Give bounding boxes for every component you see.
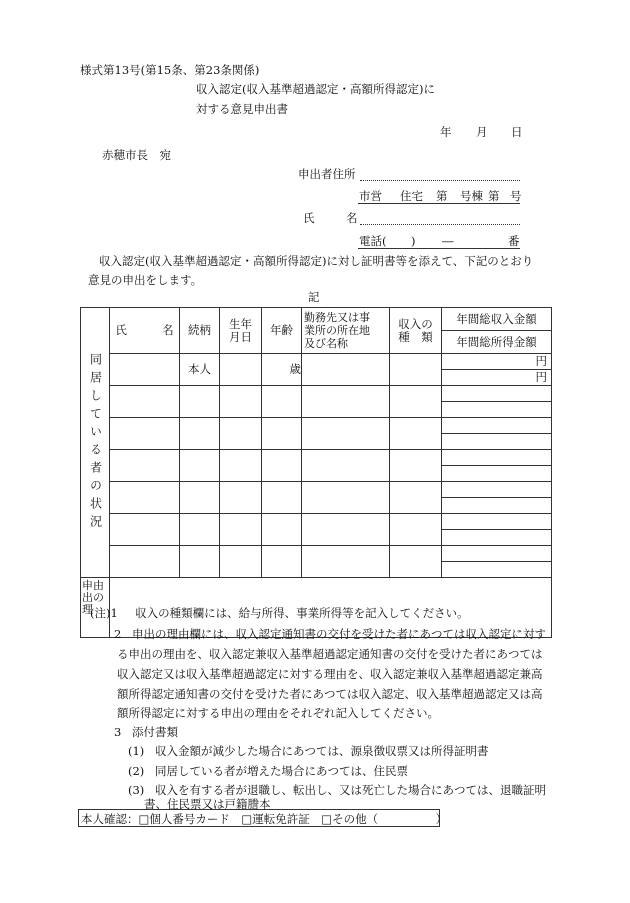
cell-name[interactable] bbox=[110, 514, 180, 546]
note-1 bbox=[90, 604, 469, 622]
reason-label: 申由出の理 bbox=[82, 579, 104, 616]
note-2-line4: 額所得認定通知書の交付を受けた者にあつては収入認定、収入基準超過認定又は高 bbox=[117, 687, 543, 701]
header-income-type-2: 種 類 bbox=[398, 329, 433, 344]
cell-income-type[interactable] bbox=[390, 546, 442, 578]
cell-income[interactable] bbox=[442, 386, 552, 418]
cell-birth[interactable] bbox=[220, 386, 262, 418]
header-annual-earnings: 年間総所得金額 bbox=[442, 330, 551, 353]
cell-relation[interactable] bbox=[180, 546, 220, 578]
cell-name[interactable] bbox=[110, 354, 180, 386]
header-age: 年齢 bbox=[262, 308, 302, 354]
housing-room: 号 bbox=[510, 189, 522, 203]
housing-no2: 第 bbox=[488, 189, 500, 203]
header-birthdate bbox=[220, 308, 262, 354]
sub-2-text: 同居している者が増えた場合にあつては、住民票 bbox=[155, 764, 408, 778]
header-birth-1: 生年 bbox=[229, 316, 252, 331]
table-row bbox=[81, 450, 552, 482]
applicant-address-field[interactable] bbox=[360, 180, 520, 181]
phone-ban: 番 bbox=[508, 234, 520, 248]
phone-close: ) bbox=[411, 234, 416, 248]
note-2-num: 2 bbox=[114, 627, 122, 641]
cell-name[interactable] bbox=[110, 546, 180, 578]
cell-birth[interactable] bbox=[220, 546, 262, 578]
table-row bbox=[81, 482, 552, 514]
cell-income-type[interactable] bbox=[390, 482, 442, 514]
table-row bbox=[81, 354, 552, 386]
applicant-name-field[interactable] bbox=[360, 224, 520, 225]
cell-work[interactable] bbox=[302, 354, 390, 386]
cell-birth[interactable] bbox=[220, 482, 262, 514]
note-1-text: 収入の種類欄には、給与所得、事業所得等を記入してください。 bbox=[135, 606, 469, 620]
body-line1: 収入認定(収入基準超過認定・高額所得認定)に対し証明書等を添えて、下記のとおり bbox=[99, 254, 534, 268]
cell-income[interactable] bbox=[442, 546, 552, 578]
cell-income[interactable] bbox=[442, 354, 552, 386]
table-row bbox=[81, 418, 552, 450]
cell-work[interactable] bbox=[302, 450, 390, 482]
sub-2-num: (2) bbox=[128, 764, 145, 778]
cell-relation[interactable] bbox=[180, 418, 220, 450]
phone-dash: ― bbox=[442, 234, 454, 248]
cell-age[interactable] bbox=[262, 450, 302, 482]
cell-income-type[interactable] bbox=[390, 450, 442, 482]
cell-work[interactable] bbox=[302, 546, 390, 578]
note-2-line1: 申出の理由欄には、収入認定通知書の交付を受けた者にあつては収入認定に対す bbox=[132, 627, 546, 641]
sub-3-line2: 書、住民票又は戸籍謄本 bbox=[144, 797, 271, 811]
sub-3-num: (3) bbox=[128, 783, 145, 797]
form-title-line1: 収入認定(収入基準超過認定・高額所得認定)に bbox=[196, 82, 435, 96]
date-day: 日 bbox=[511, 125, 523, 139]
cell-birth[interactable] bbox=[220, 514, 262, 546]
housing-city: 市営 bbox=[359, 189, 382, 203]
housing-name: 住宅 bbox=[400, 189, 423, 203]
sub-1-text: 収入金額が減少した場合にあつては、源泉徴収票又は所得証明書 bbox=[155, 744, 489, 758]
identity-confirmation[interactable]: 本人確認：□個人番号カード □運転免許証 □その他（ ） bbox=[78, 809, 440, 827]
header-name-2: 名 bbox=[162, 323, 174, 337]
table-row bbox=[81, 514, 552, 546]
ki-label: 記 bbox=[308, 290, 320, 304]
header-income-type-1: 収入の bbox=[398, 316, 433, 331]
header-annual-income: 年間総収入金額 bbox=[456, 312, 537, 326]
cell-age[interactable] bbox=[262, 482, 302, 514]
cell-age[interactable] bbox=[262, 386, 302, 418]
cell-relation[interactable] bbox=[180, 514, 220, 546]
cell-name[interactable] bbox=[110, 482, 180, 514]
cell-birth[interactable] bbox=[220, 354, 262, 386]
housing-building: 号棟 bbox=[460, 189, 483, 203]
header-name-1: 氏 bbox=[115, 323, 127, 337]
note-prefix: (注)1 bbox=[90, 606, 118, 620]
header-income bbox=[442, 308, 552, 354]
cell-work[interactable] bbox=[302, 514, 390, 546]
cell-income[interactable] bbox=[442, 450, 552, 482]
yen-2: 円 bbox=[442, 369, 551, 385]
housing-underline bbox=[358, 203, 520, 204]
sub-3-line1: 収入を有する者が退職し、転出し、又は死亡した場合にあつては、退職証明 bbox=[155, 783, 546, 797]
note-2-line2: る申出の理由を、収入認定兼収入基準超過認定通知書の交付を受けた者にあつては bbox=[117, 647, 543, 661]
cell-age[interactable] bbox=[262, 514, 302, 546]
header-work-2: 業所の所在地 bbox=[304, 324, 370, 337]
cell-income[interactable] bbox=[442, 514, 552, 546]
cell-work[interactable] bbox=[302, 482, 390, 514]
cell-income-type[interactable] bbox=[390, 386, 442, 418]
applicant-address-label: 申出者住所 bbox=[298, 167, 356, 181]
cell-work[interactable] bbox=[302, 386, 390, 418]
cell-age[interactable] bbox=[262, 546, 302, 578]
cell-work[interactable] bbox=[302, 418, 390, 450]
cell-relation[interactable] bbox=[180, 482, 220, 514]
cell-income[interactable] bbox=[442, 418, 552, 450]
note-2-line5: 額所得認定に対する申出の理由をそれぞれ記入してください。 bbox=[117, 706, 439, 720]
table-row bbox=[81, 386, 552, 418]
cell-age: 歳 bbox=[262, 354, 302, 386]
household-table bbox=[80, 307, 552, 638]
form-number: 様式第13号(第15条、第23条関係) bbox=[80, 63, 260, 77]
date-month: 月 bbox=[476, 125, 488, 139]
body-line2: 意見の申出をします。 bbox=[88, 273, 203, 287]
header-work-3: 及び名称 bbox=[304, 337, 348, 350]
side-label-cell bbox=[81, 308, 110, 578]
cell-relation[interactable] bbox=[180, 386, 220, 418]
date-year: 年 bbox=[440, 125, 452, 139]
header-birth-2: 月日 bbox=[229, 329, 252, 344]
note-3-num: 3 bbox=[114, 725, 122, 739]
header-work-1: 勤務先又は事 bbox=[304, 311, 370, 324]
cell-relation[interactable] bbox=[180, 450, 220, 482]
note-3-text: 添付書類 bbox=[132, 725, 178, 739]
header-relation: 続柄 bbox=[180, 308, 220, 354]
header-workplace bbox=[302, 308, 390, 354]
phone-underline[interactable] bbox=[358, 248, 520, 249]
table-row bbox=[81, 546, 552, 578]
sub-1-num: (1) bbox=[128, 744, 145, 758]
header-income-type bbox=[390, 308, 442, 354]
name-label-2: 名 bbox=[346, 211, 358, 225]
phone-label: 電話( bbox=[359, 234, 387, 248]
cell-age[interactable] bbox=[262, 418, 302, 450]
cell-relation: 本人 bbox=[180, 354, 220, 386]
addressee: 赤穂市長 宛 bbox=[102, 148, 171, 162]
cell-name[interactable] bbox=[110, 418, 180, 450]
cell-income[interactable] bbox=[442, 482, 552, 514]
cell-birth[interactable] bbox=[220, 418, 262, 450]
form-title-line2: 対する意見申出書 bbox=[196, 102, 288, 116]
note-2-line3: 収入認定又は収入基準超過認定に対する理由を、収入認定兼収入基準超過認定兼高 bbox=[117, 667, 543, 681]
cell-income-type[interactable] bbox=[390, 354, 442, 386]
name-label-1: 氏 bbox=[303, 211, 315, 225]
cell-birth[interactable] bbox=[220, 450, 262, 482]
housing-no1: 第 bbox=[436, 189, 448, 203]
cell-income-type[interactable] bbox=[390, 418, 442, 450]
cell-name[interactable] bbox=[110, 450, 180, 482]
cell-name[interactable] bbox=[110, 386, 180, 418]
yen-1: 円 bbox=[535, 354, 547, 368]
header-name bbox=[110, 308, 180, 354]
cell-income-type[interactable] bbox=[390, 514, 442, 546]
side-label: 同居している者の状況 bbox=[88, 352, 103, 533]
